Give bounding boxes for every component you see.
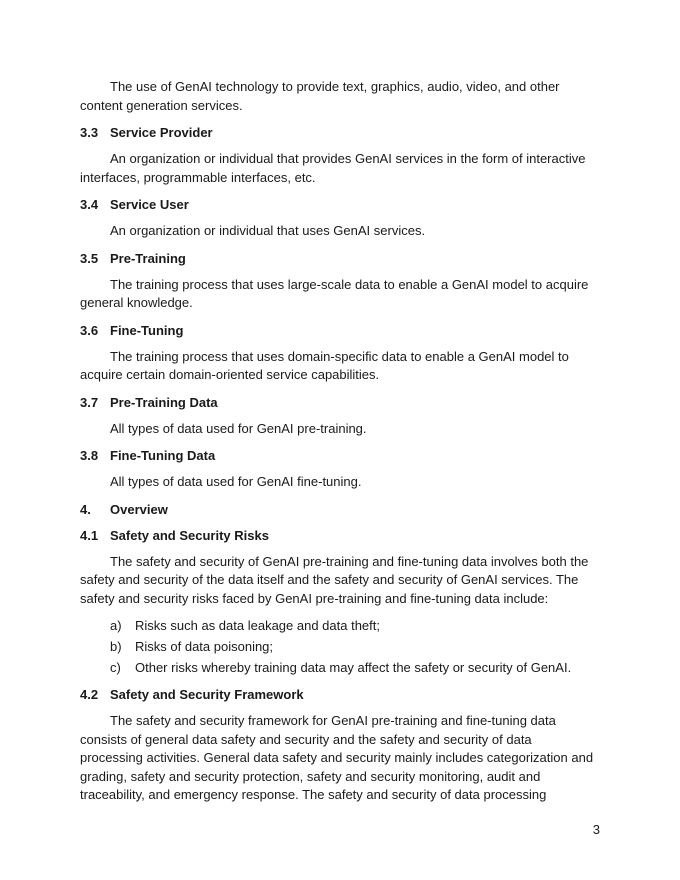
section-body-3-5: The training process that uses large-scale data to enable a GenAI model to acquire general knowledge. — [80, 276, 589, 310]
section-body-4-1: The safety and security of GenAI pre-training and fine-tuning data involves both the safety and security of the data itself and the safety and security of GenAI services. The safety and security risks faced by GenAI pre-training and fine-tuning data include: — [80, 553, 589, 606]
list-marker: b) — [110, 639, 122, 654]
section-heading-3-6 — [80, 322, 596, 340]
list-item — [110, 638, 596, 656]
section-number: 4. — [80, 501, 91, 517]
section-title: Service User — [110, 197, 189, 212]
section-body-3-8: All types of data used for GenAI fine-tuning. — [110, 474, 362, 489]
section-number: 3.6 — [80, 322, 99, 338]
section-number: 4.2 — [80, 687, 99, 702]
section-body-3-4: An organization or individual that uses GenAI services. — [110, 223, 426, 238]
section-title: Pre-Training Data — [110, 394, 218, 410]
risk-list — [110, 617, 596, 677]
section-heading-4-1 — [80, 527, 596, 545]
section-heading-3-3 — [80, 124, 596, 142]
section-title: Fine-Tuning — [110, 322, 184, 338]
page-number: 3 — [592, 822, 600, 837]
section-title: Overview — [110, 501, 168, 517]
section-body-3-3: An organization or individual that provides GenAI services in the form of interactive interfaces, programmable interfaces, etc. — [80, 151, 586, 185]
section-title: Safety and Security Risks — [110, 527, 269, 543]
list-item — [110, 659, 596, 677]
section-heading-4 — [80, 501, 596, 519]
section-heading-3-8 — [80, 447, 596, 465]
list-item-text: Risks such as data leakage and data theft; — [135, 618, 380, 633]
intro-paragraph: The use of GenAI technology to provide text, graphics, audio, video, and other content generation services. — [80, 79, 560, 113]
section-number: 3.7 — [80, 394, 99, 410]
list-item-text: Other risks whereby training data may affect the safety or security of GenAI. — [135, 660, 572, 675]
section-number: 3.8 — [80, 448, 99, 463]
section-title: Safety and Security Framework — [110, 687, 304, 702]
section-body-4-2: The safety and security framework for GenAI pre-training and fine-tuning data consists of general data safety and security and the safety and security of data processing activities. General data safety and security mainly includes categorization and grading, safety and security protection, safety and security monitoring, audit and traceability, and emergency response. The safety and security of data processing — [80, 713, 594, 802]
list-marker: a) — [110, 618, 122, 633]
section-body-3-6: The training process that uses domain-specific data to enable a GenAI model to acquire certain domain-oriented service capabilities. — [80, 348, 569, 382]
section-number: 3.3 — [80, 125, 99, 140]
section-number: 3.5 — [80, 250, 99, 266]
section-heading-3-7 — [80, 394, 596, 412]
section-heading-3-4 — [80, 196, 596, 214]
section-title: Pre-Training — [110, 250, 186, 266]
section-number: 3.4 — [80, 197, 99, 212]
section-number: 4.1 — [80, 527, 99, 543]
section-heading-3-5 — [80, 250, 596, 268]
list-item-text: Risks of data poisoning; — [135, 639, 274, 654]
section-title: Fine-Tuning Data — [110, 448, 216, 463]
document-page — [80, 78, 596, 814]
section-body-3-7: All types of data used for GenAI pre-training. — [110, 420, 367, 436]
section-heading-4-2 — [80, 686, 596, 704]
section-title: Service Provider — [110, 125, 213, 140]
list-marker: c) — [110, 660, 121, 675]
list-item — [110, 617, 596, 635]
